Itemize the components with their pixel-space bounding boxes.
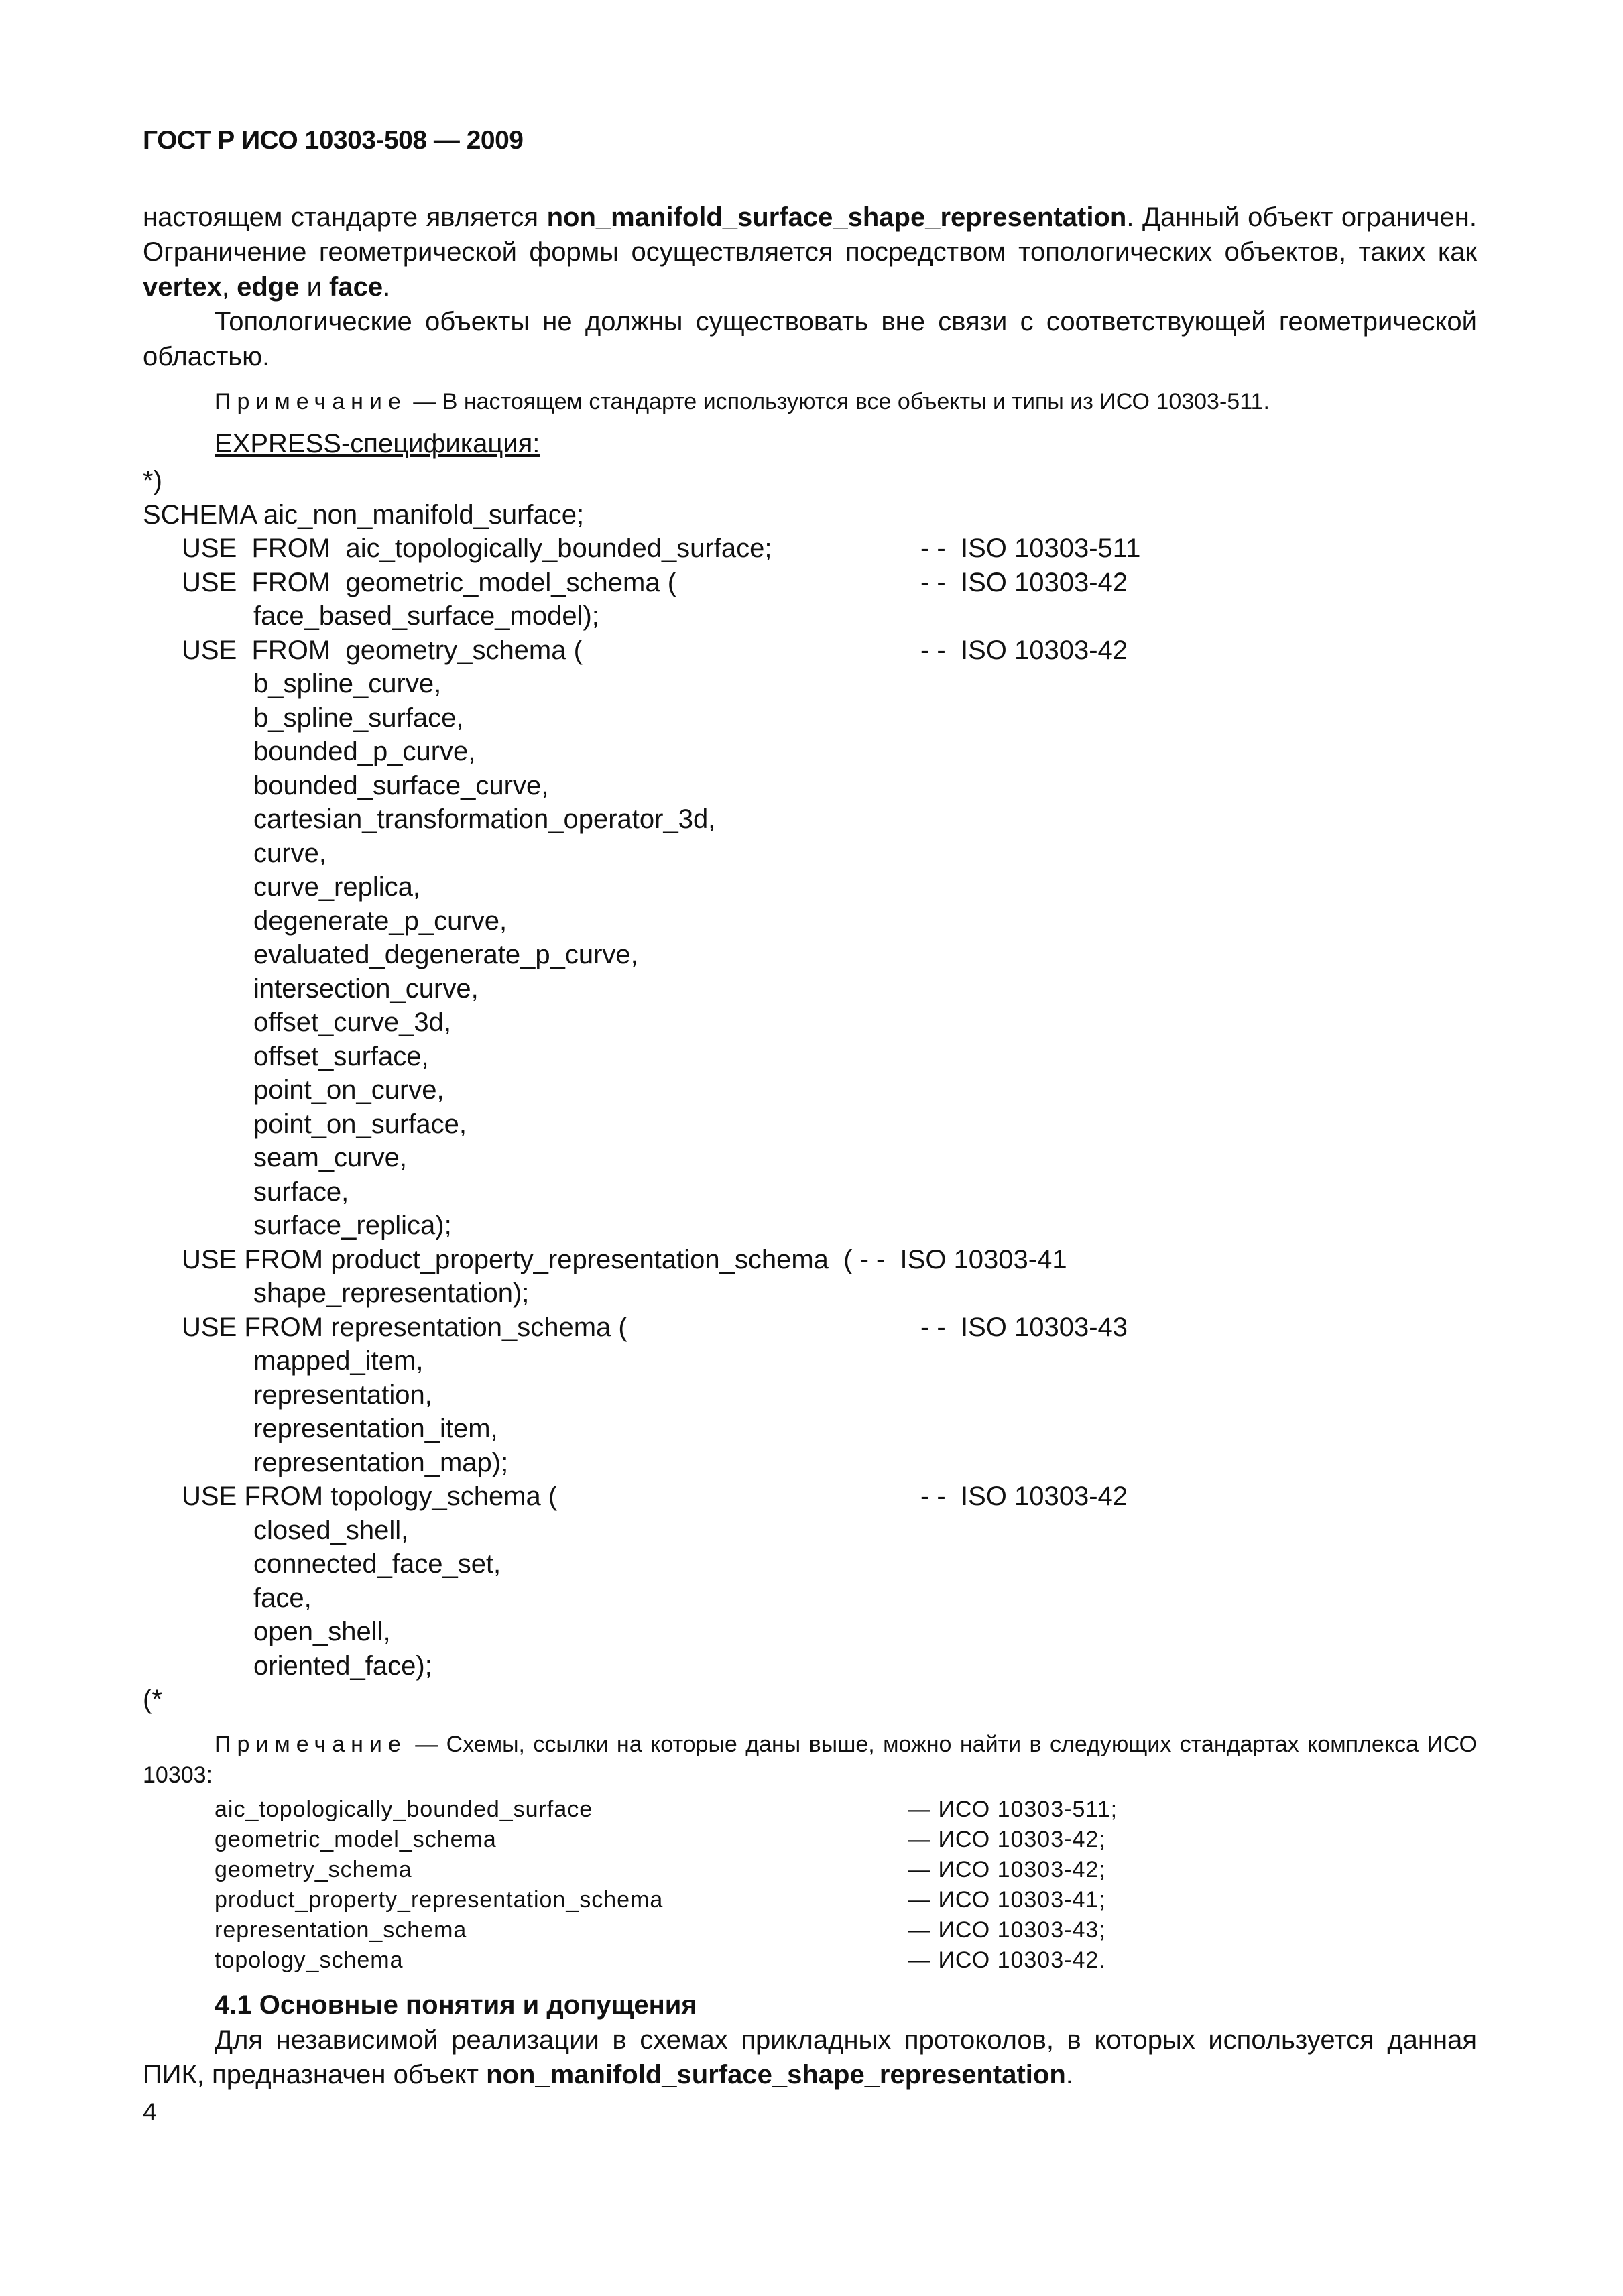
code-text: (* — [143, 1685, 162, 1714]
code-line — [143, 1547, 1477, 1581]
code-text: *) — [143, 466, 162, 495]
code-line — [143, 633, 1477, 668]
code-text: bounded_p_curve, — [253, 737, 476, 766]
code-text: surface, — [253, 1176, 349, 1207]
code-text: curve, — [253, 838, 326, 868]
code-text: open_shell, — [253, 1617, 391, 1646]
paragraph-text: и — [299, 272, 330, 302]
code-line — [143, 1276, 1477, 1311]
code-line — [143, 1615, 1477, 1649]
table-row — [215, 1885, 1118, 1915]
paragraph-text: Для независимой реализации в схемах прикладных протоколов, в которых используется данная ПИК, предназначен объект — [143, 2025, 1477, 2090]
code-line — [143, 667, 1477, 701]
code-line — [143, 735, 1477, 769]
code-text: face, — [253, 1583, 312, 1613]
code-line — [143, 769, 1477, 803]
page-content — [143, 200, 1477, 2092]
code-line — [143, 837, 1477, 871]
code-line — [143, 1175, 1477, 1209]
code-text: representation, — [253, 1380, 432, 1410]
code-line — [143, 1107, 1477, 1142]
table-row — [215, 1795, 1118, 1825]
note-text: — В настоящем стандарте используются все объекты и типы из ИСО 10303-511. — [406, 389, 1270, 414]
code-line — [143, 464, 1477, 498]
note-text: — Схемы, ссылки на которые даны выше, можно найти в следующих стандартах комплекса ИСО 10303: — [143, 1731, 1477, 1788]
code-text: curve_replica, — [253, 872, 421, 902]
section-title: 4.1 Основные понятия и допущения — [215, 1990, 697, 2020]
code-text: mapped_item, — [253, 1346, 424, 1376]
code-line — [143, 1479, 1477, 1514]
code-text: offset_surface, — [253, 1041, 429, 1071]
code-line — [143, 599, 1477, 633]
entity-name: edge — [237, 272, 300, 302]
note-label: Примечание — [215, 1731, 407, 1757]
schema-standard-ref: — ИСО 10303-42; — [908, 1856, 1106, 1882]
code-line — [143, 972, 1477, 1006]
code-line — [143, 904, 1477, 939]
paragraph-topology: Топологические объекты не должны существовать вне связи с соответствующей геометрической областью. — [143, 307, 1477, 371]
express-heading: EXPRESS-спецификация: — [215, 429, 540, 459]
schema-name: geometry_schema — [215, 1856, 412, 1882]
note-1 — [143, 386, 1477, 417]
schema-name: product_property_representation_schema — [215, 1886, 664, 1913]
code-text: b_spline_curve, — [253, 669, 442, 699]
table-row — [215, 1915, 1118, 1945]
code-text: bounded_surface_curve, — [253, 770, 549, 800]
code-line — [143, 1141, 1477, 1175]
code-line — [143, 870, 1477, 904]
code-text: face_based_surface_model); — [253, 601, 599, 631]
page-number: 4 — [143, 2098, 157, 2126]
schema-standard-ref: — ИСО 10303-42; — [908, 1826, 1106, 1852]
code-text: oriented_face); — [253, 1650, 432, 1681]
section-paragraph — [143, 2022, 1477, 2092]
table-row — [215, 1945, 1118, 1976]
schema-name: topology_schema — [215, 1947, 404, 1973]
schema-name: aic_topologically_bounded_surface — [215, 1796, 593, 1822]
code-comment: - - ISO 10303-511 — [920, 534, 1141, 563]
code-text: offset_curve_3d, — [253, 1008, 452, 1037]
express-code-block — [143, 464, 1477, 1717]
entity-name: non_manifold_surface_shape_representation — [546, 202, 1127, 232]
code-text: representation_map); — [253, 1447, 509, 1477]
table-row — [215, 1825, 1118, 1855]
schema-name: representation_schema — [215, 1917, 467, 1943]
code-line — [143, 1311, 1477, 1345]
code-text: closed_shell, — [253, 1515, 409, 1545]
schema-standard-ref: — ИСО 10303-43; — [908, 1917, 1106, 1943]
code-text: b_spline_surface, — [253, 703, 464, 733]
code-line — [143, 1581, 1477, 1616]
code-line — [143, 1040, 1477, 1074]
code-text: seam_curve, — [253, 1143, 407, 1172]
code-line — [143, 1006, 1477, 1040]
code-line — [143, 1514, 1477, 1548]
code-text: SCHEMA aic_non_manifold_surface; — [143, 499, 585, 530]
note-2 — [143, 1729, 1477, 1791]
page-header: ГОСТ Р ИСО 10303-508 — 2009 — [143, 126, 524, 155]
paragraph-text: . — [383, 272, 391, 302]
entity-name: non_manifold_surface_shape_representation — [486, 2059, 1066, 2090]
code-text: USE FROM aic_topologically_bounded_surface; — [182, 534, 772, 563]
code-line — [143, 938, 1477, 972]
schema-standard-ref: — ИСО 10303-41; — [908, 1886, 1106, 1913]
code-comment: - - ISO 10303-42 — [920, 635, 1128, 665]
code-text: USE FROM geometric_model_schema ( — [182, 567, 677, 597]
code-text: surface_replica); — [253, 1211, 452, 1240]
table-row — [215, 1855, 1118, 1885]
paragraph-text: . Данный объект ограничен. Ограничение геометрической формы осуществляется посредством топологических объектов, таких как — [143, 202, 1477, 267]
code-text: connected_face_set, — [253, 1549, 501, 1579]
code-line — [143, 1446, 1477, 1480]
code-line — [143, 1209, 1477, 1243]
code-comment: - - ISO 10303-43 — [920, 1312, 1128, 1342]
entity-name: vertex — [143, 272, 222, 302]
paragraph-intro — [143, 200, 1477, 304]
code-text: degenerate_p_curve, — [253, 906, 507, 936]
code-text: USE FROM product_property_representation_schema ( - - ISO 10303-41 — [182, 1244, 1067, 1274]
code-line — [143, 532, 1477, 566]
paragraph-text: настоящем стандарте является — [143, 202, 547, 232]
paragraph-text: , — [221, 272, 237, 302]
code-text: representation_item, — [253, 1414, 498, 1443]
code-line — [143, 1378, 1477, 1412]
code-line — [143, 566, 1477, 600]
code-line — [143, 802, 1477, 837]
code-line — [143, 1683, 1477, 1717]
code-line — [143, 1412, 1477, 1446]
code-line — [143, 701, 1477, 735]
code-text: shape_representation); — [253, 1278, 530, 1308]
code-text: point_on_curve, — [253, 1075, 444, 1105]
code-text: cartesian_transformation_operator_3d, — [253, 804, 716, 834]
schema-name: geometric_model_schema — [215, 1826, 497, 1852]
entity-name: face — [329, 272, 383, 302]
note-label: Примечание — [215, 389, 407, 414]
code-comment: - - ISO 10303-42 — [920, 567, 1128, 597]
code-line — [143, 1243, 1477, 1277]
code-comment: - - ISO 10303-42 — [920, 1482, 1128, 1511]
code-text: evaluated_degenerate_p_curve, — [253, 940, 638, 969]
schema-reference-table — [215, 1795, 1118, 1976]
code-line — [143, 498, 1477, 532]
schema-standard-ref: — ИСО 10303-511; — [908, 1796, 1118, 1822]
code-text: point_on_surface, — [253, 1109, 467, 1139]
paragraph-text: . — [1065, 2059, 1073, 2090]
schema-standard-ref: — ИСО 10303-42. — [908, 1947, 1106, 1973]
code-line — [143, 1649, 1477, 1683]
code-line — [143, 1344, 1477, 1378]
code-text: intersection_curve, — [253, 973, 479, 1004]
code-text: USE FROM topology_schema ( — [182, 1482, 558, 1511]
code-text: USE FROM geometry_schema ( — [182, 635, 583, 665]
code-line — [143, 1073, 1477, 1107]
code-text: USE FROM representation_schema ( — [182, 1312, 627, 1342]
